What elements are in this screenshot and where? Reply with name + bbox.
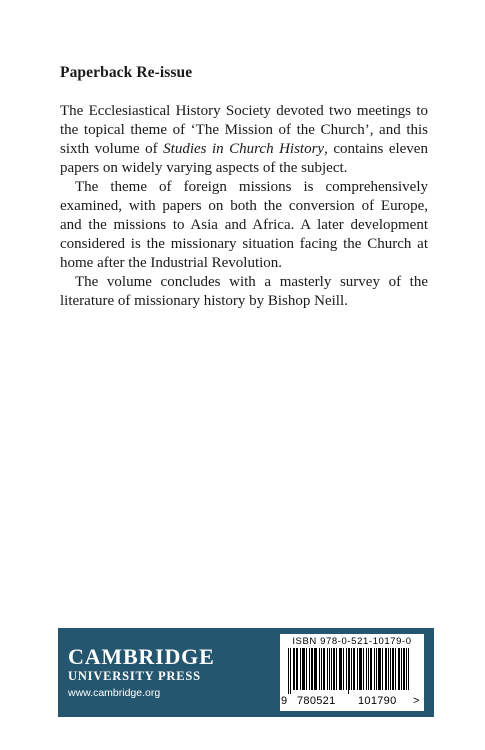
barcode-bar [331,648,332,690]
barcode-bar [379,648,380,690]
isbn-label: ISBN 978-0-521-10179-0 [292,636,412,647]
barcode-bar [314,648,315,690]
barcode-bar [290,648,291,694]
barcode-bar [392,648,393,690]
barcode-left-digits: 780521 [297,695,336,707]
series-title: Studies in Church History [163,141,325,157]
barcode-bar [357,648,358,690]
barcode-bar [302,648,303,690]
barcode-bar [371,648,372,690]
barcode-bar [351,648,352,690]
barcode-bar [393,648,394,690]
barcode-bar [390,648,391,690]
publisher-footer [58,628,434,717]
barcode-bar [334,648,335,690]
barcode-bar [309,648,310,690]
barcode-bar [297,648,298,690]
isbn-barcode [280,634,424,711]
barcode-bar [395,648,396,690]
barcode-bar [343,648,344,690]
barcode-bar [380,648,381,690]
barcode-bar [311,648,312,690]
barcode-bar [296,648,297,690]
barcode-bar [399,648,400,690]
barcode-bar [340,648,341,690]
barcode-bar [398,648,399,690]
barcode-bar [333,648,334,690]
barcode-bar [374,648,375,690]
barcode-bar [329,648,330,690]
barcode-bar [408,648,409,690]
blurb-text [60,102,428,311]
barcode-bar [327,648,328,690]
barcode-bar [346,648,347,690]
barcode-bar [359,648,360,690]
barcode-right-digits: 101790 [358,695,397,707]
barcode-bar [354,648,355,690]
barcode-bar [382,648,383,690]
barcode-bar [363,648,364,690]
barcode-bar [388,648,389,690]
barcode-bar [403,648,404,690]
barcode-bar [404,648,405,690]
barcode-bar [306,648,307,690]
barcode-bar [368,648,369,690]
barcode-first-digit: 9 [281,695,288,707]
barcode-bar [361,648,362,690]
publisher-subtitle: UNIVERSITY PRESS [68,669,201,683]
barcode-bar [386,648,387,690]
barcode-bar [348,648,349,694]
barcode-end-mark: > [413,695,420,707]
barcode-bar [353,648,354,690]
barcode-bar [294,648,295,690]
barcode-bar [341,648,342,690]
barcode-bar [336,648,337,690]
barcode-bar [304,648,305,690]
barcode-bar [324,648,325,690]
barcode-bar [323,648,324,690]
barcode-bars [288,648,416,694]
barcode-bar [319,648,320,690]
publisher-url: www.cambridge.org [68,687,161,699]
barcode-bar [406,648,407,690]
barcode-bar [303,648,304,690]
barcode-bar [312,648,313,690]
barcode-bar [385,648,386,690]
blurb-paragraph-2: The theme of foreign missions is comprehensively examined, with papers on both the conversion of Europe, and the missions to Asia and Africa. A later development considered is the missionary situation facing the Church at home after the Industrial Revolution. [60,179,428,271]
barcode-bar [366,648,367,690]
publisher-logo [68,646,215,700]
barcode-bar [349,648,350,690]
barcode-bar [321,648,322,690]
publisher-name: CAMBRIDGE [68,644,215,669]
blurb-paragraph-1: The Ecclesiastical History Society devoted two meetings to the topical theme of ‘The Mission of the Church’, and this sixth volume of Studies in Church History, contains eleven papers on widely varying aspects of the subject. [60,103,428,176]
barcode-bar [378,648,379,690]
barcode-bar [401,648,402,690]
barcode-bar [316,648,317,690]
barcode-bar [315,648,316,690]
barcode-bar [293,648,294,690]
reissue-heading: Paperback Re-issue [60,64,193,81]
blurb-paragraph-3: The volume concludes with a masterly survey of the literature of missionary history by Bishop Neill. [60,274,428,309]
barcode-bar [376,648,377,690]
barcode-bar [339,648,340,690]
barcode-bar [360,648,361,690]
barcode-bar [288,648,289,694]
barcode-bar [300,648,301,690]
barcode-bar [370,648,371,690]
